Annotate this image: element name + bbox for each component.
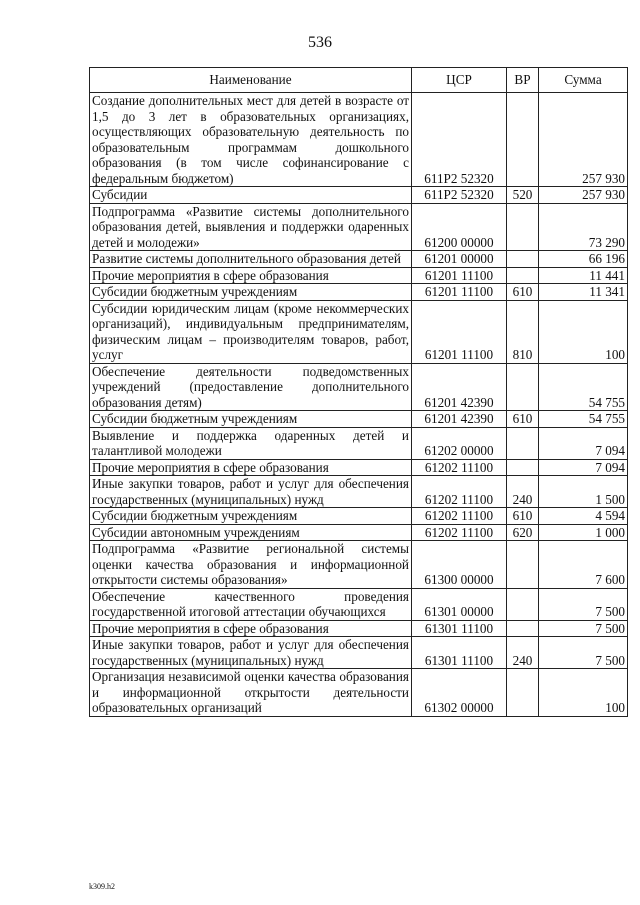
table-row (90, 203, 628, 251)
row-sum: 7 500 (539, 620, 628, 637)
page-number: 536 (308, 34, 332, 51)
row-sum: 66 196 (539, 251, 628, 268)
table-row (90, 284, 628, 301)
table-header-row (90, 68, 628, 93)
row-sum: 7 094 (539, 459, 628, 476)
row-vr (507, 93, 539, 187)
row-sum: 100 (539, 669, 628, 717)
row-vr (507, 267, 539, 284)
table-row (90, 300, 628, 363)
table-row (90, 411, 628, 428)
table-row (90, 459, 628, 476)
table-row (90, 93, 628, 187)
row-vr (507, 588, 539, 620)
row-vr: 520 (507, 187, 539, 204)
column-header-csr: ЦСР (412, 68, 507, 93)
table-row (90, 541, 628, 589)
row-vr (507, 620, 539, 637)
column-header-sum: Сумма (539, 68, 628, 93)
row-csr: 61300 00000 (412, 541, 507, 589)
row-csr: 61301 11100 (412, 620, 507, 637)
row-vr (507, 669, 539, 717)
row-vr: 810 (507, 300, 539, 363)
row-vr: 240 (507, 476, 539, 508)
table-row (90, 508, 628, 525)
row-sum: 11 341 (539, 284, 628, 301)
row-sum: 54 755 (539, 363, 628, 411)
row-name: Субсидии бюджетным учреждениям (90, 508, 412, 525)
row-name: Прочие мероприятия в сфере образования (90, 267, 412, 284)
row-sum: 257 930 (539, 187, 628, 204)
row-vr (507, 251, 539, 268)
row-name: Подпрограмма «Развитие региональной системы оценки качества образования и информационной открытости системы образования» (90, 541, 412, 589)
table-row (90, 637, 628, 669)
row-sum: 100 (539, 300, 628, 363)
row-csr: 61201 11100 (412, 267, 507, 284)
row-csr: 61301 00000 (412, 588, 507, 620)
row-csr: 61202 11100 (412, 524, 507, 541)
row-name: Иные закупки товаров, работ и услуг для обеспечения государственных (муниципальных) нужд (90, 637, 412, 669)
row-sum: 54 755 (539, 411, 628, 428)
table-row (90, 588, 628, 620)
row-name: Иные закупки товаров, работ и услуг для обеспечения государственных (муниципальных) нужд (90, 476, 412, 508)
row-csr: 61202 11100 (412, 476, 507, 508)
row-sum: 7 500 (539, 588, 628, 620)
row-name: Субсидии бюджетным учреждениям (90, 284, 412, 301)
row-name: Субсидии автономным учреждениям (90, 524, 412, 541)
table-row (90, 620, 628, 637)
row-vr: 240 (507, 637, 539, 669)
row-csr: 61202 11100 (412, 508, 507, 525)
table-row (90, 524, 628, 541)
table-row (90, 363, 628, 411)
row-vr: 610 (507, 411, 539, 428)
row-name: Создание дополнительных мест для детей в возрасте от 1,5 до 3 лет в образовательных организациях, осуществляющих образовательную деятельность по образовательным программам дошкольного образования (в том числе софинансирование с федеральным бюджетом) (90, 93, 412, 187)
row-csr: 61302 00000 (412, 669, 507, 717)
row-vr (507, 363, 539, 411)
row-sum: 1 000 (539, 524, 628, 541)
row-name: Субсидии юридическим лицам (кроме некоммерческих организаций), индивидуальным предпринимателям, физическим лицам – производителям товаров, работ, услуг (90, 300, 412, 363)
table-row (90, 187, 628, 204)
row-name: Выявление и поддержка одаренных детей и талантливой молодежи (90, 427, 412, 459)
row-csr: 61200 00000 (412, 203, 507, 251)
row-name: Прочие мероприятия в сфере образования (90, 459, 412, 476)
table-row (90, 251, 628, 268)
row-vr (507, 427, 539, 459)
row-name: Прочие мероприятия в сфере образования (90, 620, 412, 637)
column-header-name: Наименование (90, 68, 412, 93)
table-row (90, 476, 628, 508)
row-vr: 610 (507, 284, 539, 301)
row-csr: 61201 11100 (412, 284, 507, 301)
row-vr: 610 (507, 508, 539, 525)
document-code: k309.h2 (89, 882, 115, 891)
row-sum: 7 500 (539, 637, 628, 669)
row-csr: 611P2 52320 (412, 187, 507, 204)
row-sum: 73 290 (539, 203, 628, 251)
row-vr (507, 459, 539, 476)
row-name: Организация независимой оценки качества образования и информационной открытости деятельности образовательных организаций (90, 669, 412, 717)
table-row (90, 669, 628, 717)
row-name: Субсидии бюджетным учреждениям (90, 411, 412, 428)
row-sum: 7 094 (539, 427, 628, 459)
row-vr: 620 (507, 524, 539, 541)
row-csr: 61202 00000 (412, 427, 507, 459)
row-name: Обеспечение качественного проведения государственной итоговой аттестации обучающихся (90, 588, 412, 620)
row-csr: 61202 11100 (412, 459, 507, 476)
row-name: Подпрограмма «Развитие системы дополнительного образования детей, выявления и поддержки одаренных детей и молодежи» (90, 203, 412, 251)
row-sum: 11 441 (539, 267, 628, 284)
budget-table (89, 67, 628, 717)
row-name: Развитие системы дополнительного образования детей (90, 251, 412, 268)
row-csr: 61201 00000 (412, 251, 507, 268)
row-csr: 61201 42390 (412, 363, 507, 411)
row-name: Обеспечение деятельности подведомственных учреждений (предоставление дополнительного образования детям) (90, 363, 412, 411)
row-csr: 61201 11100 (412, 300, 507, 363)
row-vr (507, 541, 539, 589)
table-row (90, 427, 628, 459)
row-sum: 257 930 (539, 93, 628, 187)
table-row (90, 267, 628, 284)
row-name: Субсидии (90, 187, 412, 204)
row-csr: 61301 11100 (412, 637, 507, 669)
row-sum: 7 600 (539, 541, 628, 589)
row-csr: 61201 42390 (412, 411, 507, 428)
row-sum: 4 594 (539, 508, 628, 525)
row-csr: 611P2 52320 (412, 93, 507, 187)
column-header-vr: ВР (507, 68, 539, 93)
row-vr (507, 203, 539, 251)
row-sum: 1 500 (539, 476, 628, 508)
